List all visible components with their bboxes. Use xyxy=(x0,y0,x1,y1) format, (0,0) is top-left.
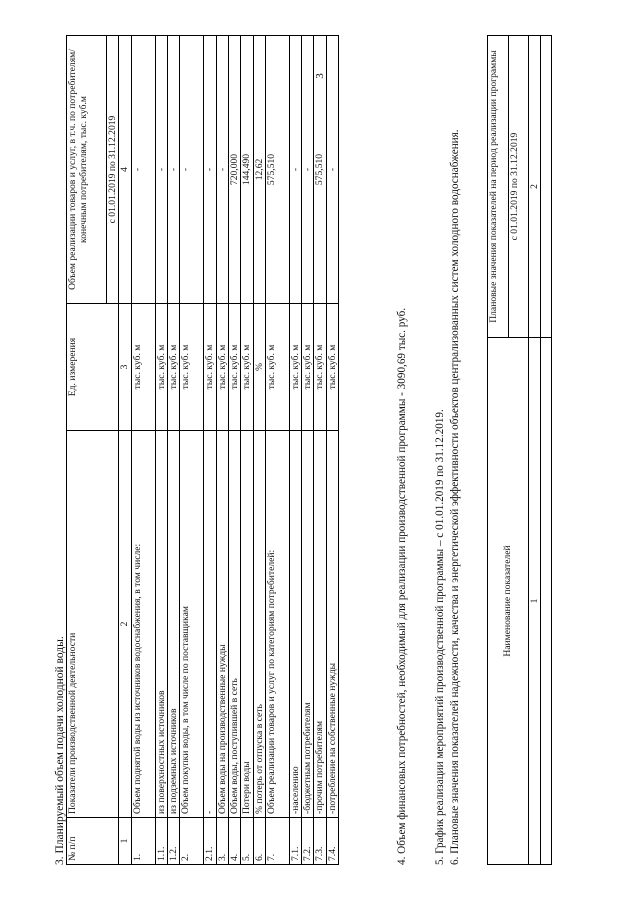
row-name: - xyxy=(204,431,216,818)
row-unit: тыс. куб. м xyxy=(204,304,216,431)
table-row xyxy=(253,36,265,865)
row-unit: тыс. куб. м xyxy=(289,304,301,431)
table-row xyxy=(265,36,289,865)
row-number: 7.3. xyxy=(314,818,326,865)
row-number: 1.1. xyxy=(155,818,167,865)
document-content xyxy=(50,35,610,865)
row-name: -прочим потребителям xyxy=(314,431,326,818)
row-unit: тыс. куб. м xyxy=(131,304,155,431)
table-row xyxy=(228,36,240,865)
row-number: 1. xyxy=(131,818,155,865)
row-number: 7. xyxy=(265,818,289,865)
table-row xyxy=(541,36,552,865)
row-value: - xyxy=(302,36,314,304)
row-name: -населению xyxy=(289,431,301,818)
header-indicator-name: Наименование показателей xyxy=(488,338,529,865)
row-value: - xyxy=(180,36,204,304)
row-unit: тыс. куб. м xyxy=(216,304,228,431)
row-value: 12,62 xyxy=(253,36,265,304)
row-unit: тыс. куб. м xyxy=(167,304,179,431)
table-row xyxy=(216,36,228,865)
row-name: из поверхностных источников xyxy=(155,431,167,818)
row-number: 2.1. xyxy=(204,818,216,865)
row-value: - xyxy=(289,36,301,304)
row-number: 6. xyxy=(253,818,265,865)
row-name: % потерь от отпуска в сеть xyxy=(253,431,265,818)
row-number: 4. xyxy=(228,818,240,865)
row-value: - xyxy=(155,36,167,304)
row-unit: тыс. куб. м xyxy=(180,304,204,431)
reliability-indicators-table xyxy=(487,35,552,865)
header-period: с 01.01.2019 по 31.12.2019 xyxy=(107,36,119,304)
section-4-paragraph: 4. Объем финансовых потребностей, необходимый для реализации производственной программы - 3090,69 тыс. руб. xyxy=(396,307,408,865)
row-name: Объем поднятой воды из источников водоснабжения, в том числе: xyxy=(131,431,155,818)
row-value: - xyxy=(131,36,155,304)
row-name: Объем реализации товаров и услуг по категориям потребителей: xyxy=(265,431,289,818)
row-number: 5. xyxy=(241,818,253,865)
empty-cell xyxy=(541,36,552,338)
table-row xyxy=(289,36,301,865)
row-value: 575,510 xyxy=(265,36,289,304)
index-cell: 2 xyxy=(529,36,541,338)
table-row xyxy=(302,36,314,865)
table-row xyxy=(180,36,204,865)
water-supply-table xyxy=(66,35,339,865)
row-number: 7.1. xyxy=(289,818,301,865)
section-3-heading: 3. Планируемый объем подачи холодной воды. xyxy=(54,636,66,865)
row-unit: тыс. куб. м xyxy=(241,304,253,431)
table-row xyxy=(167,36,179,865)
row-name: Объем покупки воды, в том числе по поставщикам xyxy=(180,431,204,818)
row-value: - xyxy=(326,36,338,304)
section-6-paragraph: 6. Плановые значения показателей надежности, качества и энергетической эффективности объектов централизованных систем холодного водоснабжения. xyxy=(449,129,461,865)
row-number: 3. xyxy=(216,818,228,865)
table-row xyxy=(131,36,155,865)
row-number: 7.2. xyxy=(302,818,314,865)
row-unit: тыс. куб. м xyxy=(265,304,289,431)
row-name: -бюджетным потребителям xyxy=(302,431,314,818)
header-period: с 01.01.2019 по 31.12.2019 xyxy=(508,36,529,338)
row-unit: тыс. куб. м xyxy=(314,304,326,431)
row-number: 1.2. xyxy=(167,818,179,865)
index-cell: 1 xyxy=(529,338,541,865)
row-name: Потери воды xyxy=(241,431,253,818)
row-value: 144,490 xyxy=(241,36,253,304)
header-planned-values: Плановые значения показателей на период реализации программы xyxy=(488,36,509,338)
row-name: Объем воды на производственные нужды xyxy=(216,431,228,818)
row-name: -потребление на собственные нужды xyxy=(326,431,338,818)
row-number: 2. xyxy=(180,818,204,865)
row-value: - xyxy=(204,36,216,304)
empty-cell xyxy=(541,338,552,865)
row-unit: тыс. куб. м xyxy=(326,304,338,431)
row-value: - xyxy=(216,36,228,304)
index-cell: 1 xyxy=(119,818,131,865)
table-row xyxy=(314,36,326,865)
section-5-paragraph: 5. График реализации мероприятий производственной программы – с 01.01.2019 по 31.12.2019. xyxy=(434,409,446,865)
index-cell: 2 xyxy=(119,431,131,818)
row-unit: % xyxy=(253,304,265,431)
header-unit: Ед. измерения xyxy=(67,304,119,431)
row-value: 575,510 xyxy=(314,36,326,304)
index-cell: 3 xyxy=(119,304,131,431)
row-unit: тыс. куб. м xyxy=(228,304,240,431)
index-cell: 4 xyxy=(119,36,131,304)
header-number: № п/п xyxy=(67,818,119,865)
row-unit: тыс. куб. м xyxy=(302,304,314,431)
row-number: 7.4. xyxy=(326,818,338,865)
row-value: - xyxy=(167,36,179,304)
row-unit: тыс. куб. м xyxy=(155,304,167,431)
header-volume: Объем реализации товаров и услуг, в т.ч. по потребителям/ конечным потребителям, тыс. куб.м xyxy=(67,36,107,304)
row-value: 720,000 xyxy=(228,36,240,304)
row-name: из подземных источников xyxy=(167,431,179,818)
table-row xyxy=(204,36,216,865)
row-name: Объем воды, поступившей в сеть xyxy=(228,431,240,818)
header-indicator: Показатели производственной деятельности xyxy=(67,431,119,818)
table-row xyxy=(241,36,253,865)
table-row xyxy=(155,36,167,865)
page-number: 3 xyxy=(314,73,326,79)
table-row xyxy=(326,36,338,865)
